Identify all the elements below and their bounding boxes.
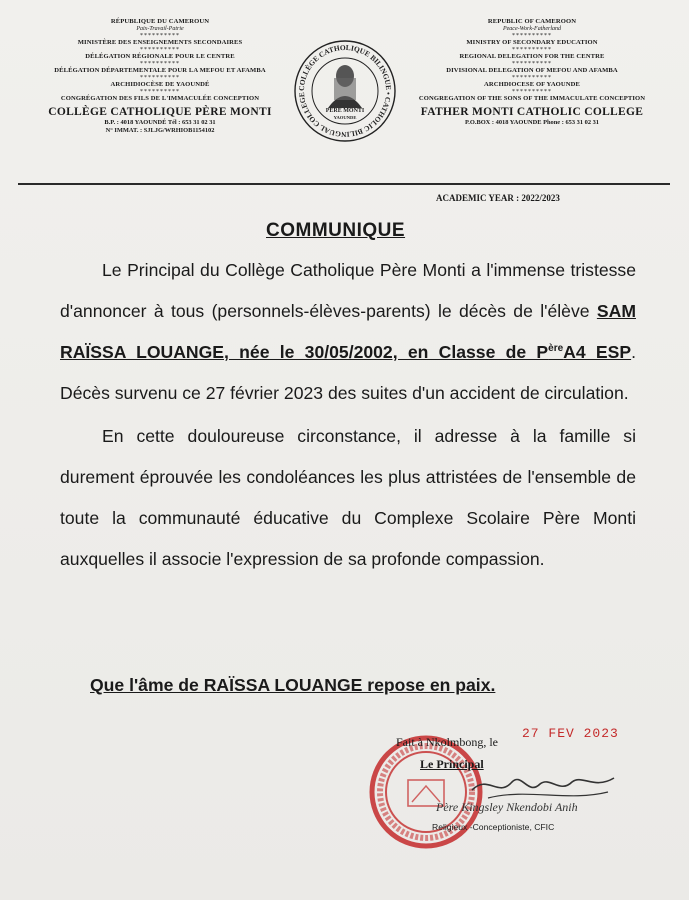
college-name-en: FATHER MONTI CATHOLIC COLLEGE [420, 106, 644, 118]
class-superscript: ère [548, 343, 564, 355]
college-logo [290, 36, 400, 146]
college-name-fr: COLLÈGE CATHOLIQUE PÈRE MONTI [48, 106, 272, 118]
header-divider [18, 183, 670, 185]
academic-year: ACADEMIC YEAR : 2022/2023 [436, 193, 560, 203]
communique-title: COMMUNIQUE [266, 220, 406, 241]
archdiocese-fr: ARCHIDIOCÈSE DE YAOUNDÉ [110, 81, 210, 88]
divider-stars: ********** [140, 33, 180, 39]
republic-en: REPUBLIC OF CAMEROON [487, 18, 577, 25]
logo-ring-text: COLLÈGE CATHOLIQUE BILINGUE • CATHOLIC BILINGUAL COLLEGE [296, 42, 394, 140]
paragraph-announcement [60, 250, 636, 414]
official-stamp [368, 734, 484, 850]
principal-name: Père Kingsley Nkendobi Anih [436, 800, 578, 814]
republic-fr: RÉPUBLIQUE DU CAMEROUN [110, 18, 210, 25]
principal-label: Le Principal [420, 757, 484, 771]
registration-number: N° IMMAT. : SJLJG/WRHIOB1154102 [105, 127, 215, 134]
address-fr: B.P. : 4018 YAOUNDÉ Tél : 653 31 02 31 [104, 119, 216, 126]
paragraph-condolences: En cette douloureuse circonstance, il adresse à la famille si durement éprouvée les condoléances les plus attristées de l'ensemble de toute la communauté éducative du Complexe Scolaire Père Monti auxquelles il associe l'expression de sa profonde compassion. [60, 426, 636, 569]
regional-en: REGIONAL DELEGATION FOR THE CENTRE [459, 53, 605, 60]
divider-stars: ********** [140, 89, 180, 95]
divider-stars: ********** [512, 61, 552, 67]
founder-portrait-icon [328, 65, 362, 108]
logo-city: YAOUNDE [333, 115, 357, 120]
divider-stars: ********** [512, 33, 552, 39]
archdiocese-en: ARCHDIOCESE OF YAOUNDE [484, 81, 580, 88]
divider-stars: ********** [512, 75, 552, 81]
address-en: P.O.BOX : 4018 YAOUNDE Phone : 653 31 02 31 [464, 119, 600, 126]
congregation-en: CONGREGATION OF THE SONS OF THE IMMACULATE CONCEPTION [418, 95, 646, 102]
principal-title: Religieux -Conceptioniste, CFIC [432, 822, 555, 832]
death-details: . Décès survenu ce 27 février 2023 des suites d'un accident de circulation. [60, 342, 636, 403]
header-right-en [412, 18, 652, 127]
ministry-en: MINISTRY OF SECONDARY EDUCATION [466, 39, 598, 46]
divider-stars: ********** [140, 75, 180, 81]
divisional-en: DIVISIONAL DELEGATION OF MEFOU AND AFAMBA [446, 67, 618, 74]
divider-stars: ********** [140, 61, 180, 67]
header-left-fr [40, 18, 280, 135]
class-code: A4 ESP [563, 342, 632, 362]
date-stamp: 27 FEV 2023 [522, 726, 619, 741]
student-name-birth-class: SAM RAÏSSA LOUANGE, née le 30/05/2002, en Classe de P [60, 301, 636, 362]
logo-name: PÈRE MONTI [325, 108, 365, 114]
divider-stars: ********** [512, 47, 552, 53]
place-label: Fait à Nkolmbong, le [396, 735, 498, 749]
divider-stars: ********** [140, 47, 180, 53]
communique-body [60, 250, 636, 580]
departmental-fr: DÉLÉGATION DÉPARTEMENTALE POUR LA MEFOU ET AFAMBA [54, 67, 266, 74]
announcement-text: Le Principal du Collège Catholique Père Monti a l'immense tristesse d'annoncer à tous (personnels-élèves-parents) le décès de l'élève [60, 260, 636, 321]
closing-line: Que l'âme de RAÏSSA LOUANGE repose en paix. [90, 675, 496, 695]
regional-fr: DÉLÉGATION RÉGIONALE POUR LE CENTRE [85, 53, 235, 60]
motto-en: Peace-Work-Fatherland [502, 26, 562, 32]
divider-stars: ********** [512, 89, 552, 95]
motto-fr: Paix-Travail-Patrie [136, 26, 184, 32]
congregation-fr: CONGRÉGATION DES FILS DE L'IMMACULÉE CONCEPTION [60, 95, 260, 102]
ministry-fr: MINISTÈRE DES ENSEIGNEMENTS SECONDAIRES [77, 39, 243, 46]
